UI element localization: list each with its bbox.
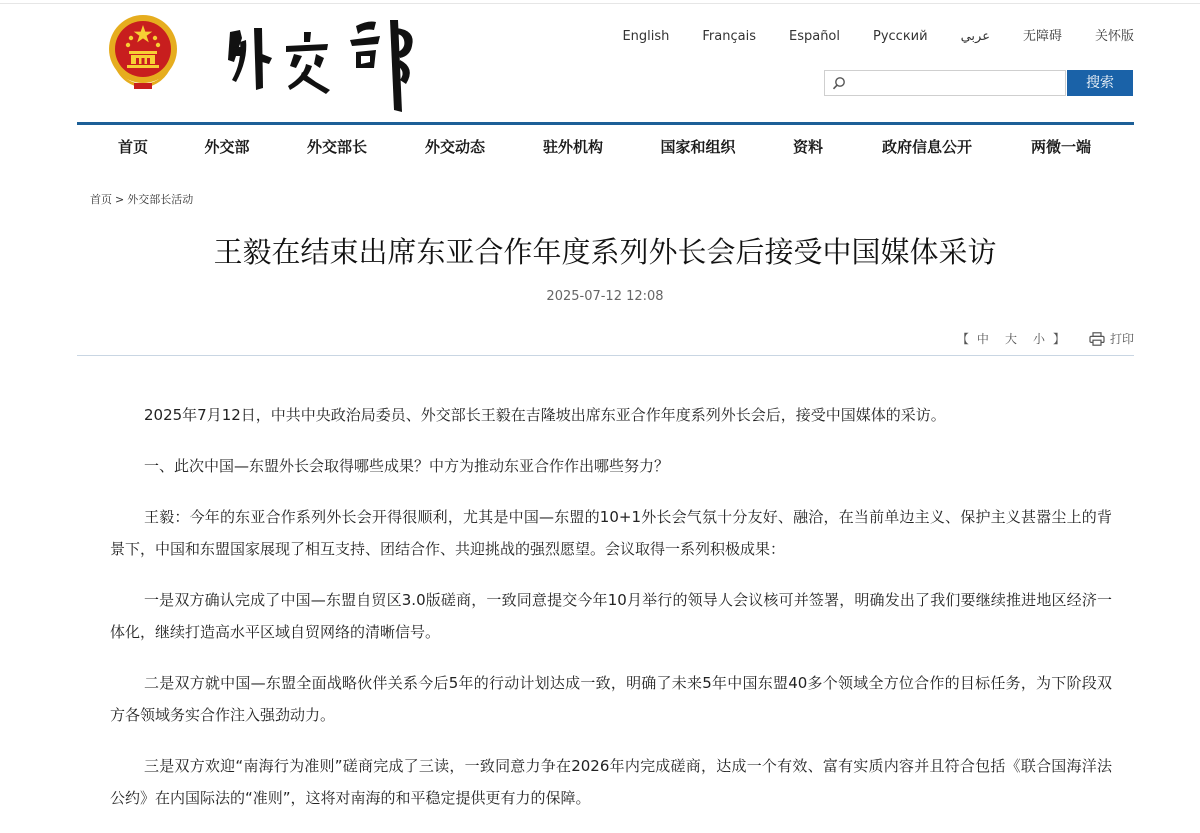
nav-item-countries-organizations[interactable]: 国家和组织 xyxy=(660,138,736,156)
breadcrumb-separator: > xyxy=(115,193,125,206)
accessibility-link[interactable]: 无障碍 xyxy=(1022,29,1062,44)
lang-link-english[interactable]: English xyxy=(622,29,670,44)
printer-icon xyxy=(1089,332,1105,346)
nav-item-social-media[interactable]: 两微一端 xyxy=(1030,138,1092,156)
article-body xyxy=(110,399,1112,833)
lang-link-spanish[interactable]: Español xyxy=(788,29,840,44)
article-paragraph: 三是双方欢迎“南海行为准则”磋商完成了三读，一致同意力争在2026年内完成磋商，达成一个有效、富有实质内容并且符合包括《联合国海洋法公约》在内国际法的“准则”，这将对南海的和平稳定提供更有力的保障。 xyxy=(110,757,1112,807)
breadcrumb xyxy=(90,191,193,207)
nav-item-missions-abroad[interactable]: 驻外机构 xyxy=(542,138,604,156)
main-nav xyxy=(77,125,1134,171)
nav-item-minister[interactable]: 外交部长 xyxy=(306,138,368,156)
font-size-large[interactable]: 大 xyxy=(1004,332,1017,346)
article-title: 王毅在结束出席东亚合作年度系列外长会后接受中国媒体采访 xyxy=(213,235,997,269)
language-bar xyxy=(622,28,1134,46)
font-size-close-bracket: 】 xyxy=(1052,332,1065,346)
article-paragraph: 一是双方确认完成了中国—东盟自贸区3.0版磋商，一致同意提交今年10月举行的领导人会议核可并签署，明确发出了我们要继续推进地区经济一体化，继续打造高水平区域自贸网络的清晰信号。 xyxy=(110,591,1112,641)
search-icon xyxy=(832,76,846,90)
article-paragraph: 一、此次中国—东盟外长会取得哪些成果？中方为推动东亚合作作出哪些努力？ xyxy=(144,457,670,475)
elderly-care-version-link[interactable]: 关怀版 xyxy=(1094,29,1134,44)
article-paragraph: 二是双方就中国—东盟全面战略伙伴关系今后5年的行动计划达成一致，明确了未来5年中国东盟40多个领域全方位合作的目标任务，为下阶段双方各领域务实合作注入强劲动力。 xyxy=(110,674,1112,724)
search-button[interactable]: 搜索 xyxy=(1067,70,1133,96)
font-size-open-bracket: 【 xyxy=(956,332,969,346)
article-date: 2025-07-12 12:08 xyxy=(546,289,664,304)
article-paragraph: 王毅：今年的东亚合作系列外长会开得很顺利，尤其是中国—东盟的10+1外长会气氛十分友好、融洽，在当前单边主义、保护主义甚嚣尘上的背景下，中国和东盟国家展现了相互支持、团结合作、共迎挑战的强烈愿望。会议取得一系列积极成果： xyxy=(110,508,1112,558)
ministry-wordmark-logo[interactable] xyxy=(216,10,422,114)
breadcrumb-section[interactable]: 外交部长活动 xyxy=(127,193,194,206)
nav-item-home[interactable]: 首页 xyxy=(117,138,149,156)
lang-link-arabic[interactable]: عربي xyxy=(960,29,990,44)
national-emblem-logo[interactable] xyxy=(104,13,182,93)
search-input[interactable] xyxy=(851,73,1065,95)
lang-link-russian[interactable]: Русский xyxy=(873,29,928,44)
top-divider xyxy=(0,3,1200,4)
content-divider xyxy=(77,355,1134,356)
print-button[interactable] xyxy=(1089,330,1134,347)
font-size-medium[interactable]: 中 xyxy=(976,332,989,346)
print-label: 打印 xyxy=(1109,332,1134,346)
nav-item-ministry[interactable]: 外交部 xyxy=(204,138,250,156)
breadcrumb-home[interactable]: 首页 xyxy=(90,193,112,206)
nav-item-resources[interactable]: 资料 xyxy=(792,138,824,156)
nav-item-government-info[interactable]: 政府信息公开 xyxy=(881,138,973,156)
article-tools xyxy=(957,330,1134,347)
font-size-small[interactable]: 小 xyxy=(1032,332,1045,346)
nav-item-diplomatic-news[interactable]: 外交动态 xyxy=(424,138,486,156)
lang-link-french[interactable]: Français xyxy=(702,29,756,44)
article-paragraph: 2025年7月12日，中共中央政治局委员、外交部长王毅在吉隆坡出席东亚合作年度系列外长会后，接受中国媒体的采访。 xyxy=(144,406,946,424)
search-box xyxy=(824,70,1066,96)
